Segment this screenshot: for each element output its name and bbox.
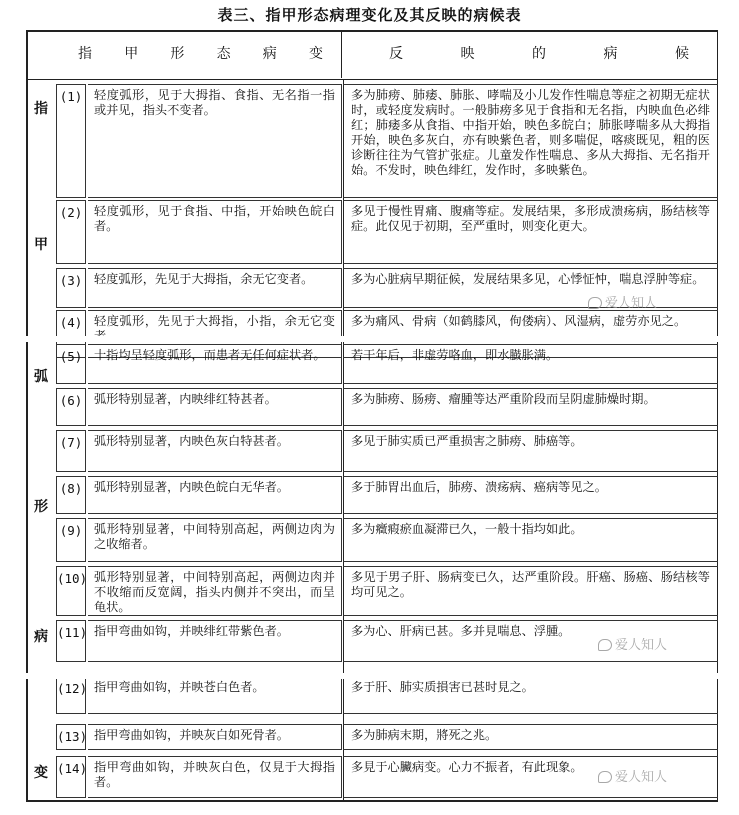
nail-change-description: 十指均呈轻度弧形，而患者无任何症状者。 <box>88 344 342 384</box>
nail-change-description: 弧形特别显著，中间特别高起，两侧边肉为之收缩者。 <box>88 518 342 562</box>
row-number: (6) <box>56 388 86 426</box>
watermark <box>588 292 657 311</box>
nail-change-description: 指甲弯曲如钩，并映绯红带紫色者。 <box>88 620 342 662</box>
header-char: 映 <box>460 46 475 62</box>
row-number: (9) <box>56 518 86 562</box>
scan-gap <box>0 673 739 679</box>
nail-change-description: 轻度弧形，见于食指、中指，开始映色皖白者。 <box>88 200 342 264</box>
watermark-text: 爱人知人 <box>615 638 668 653</box>
nail-change-description: 轻度弧形，先见于大拇指，余无它变者。 <box>88 268 342 308</box>
row-number: (3) <box>56 268 86 308</box>
reflected-symptoms: 多为痛风、骨病（如鹤膝风，佝偻病）、风湿病，虚劳亦见之。 <box>343 310 718 358</box>
watermark <box>598 766 667 785</box>
chat-bubble-icon <box>598 771 612 783</box>
reflected-symptoms: 多为心脏病早期征候，发展结果多见，心悸怔忡，喘息浮肿等症。 <box>343 268 718 308</box>
section-label-zhi: 指 <box>34 101 48 117</box>
row-number: (13) <box>56 724 86 750</box>
watermark-text: 爱人知人 <box>615 770 668 785</box>
row-number: (4) <box>56 310 86 358</box>
header-char: 形 <box>170 46 185 62</box>
header-char: 甲 <box>124 46 139 62</box>
header-char: 指 <box>78 46 92 62</box>
row-number: (1) <box>56 84 86 198</box>
reflected-symptoms: 多于肝、肺实质損害已甚时見之。 <box>343 676 718 714</box>
watermark <box>598 634 667 653</box>
chat-bubble-icon <box>588 297 602 309</box>
nail-change-description: 轻度弧形，先见于大拇指，小指，余无它变 <box>88 310 342 358</box>
header-char: 候 <box>675 46 689 62</box>
nail-change-description: 弧形特别显著，中间特别高起，两侧边肉并不收缩而反宽阔，指头内侧并不突出，而呈龟状。 <box>88 566 342 616</box>
nail-change-description: 指甲弯曲如钩，并映灰白如死骨者。 <box>88 724 342 750</box>
reflected-symptoms: 多为癥瘕瘀血凝滞已久，一般十指均如此。 <box>343 518 718 562</box>
header-char: 态 <box>216 46 231 62</box>
chat-bubble-icon <box>598 639 612 651</box>
row-number: (8) <box>56 476 86 514</box>
reflected-symptoms: 多为肺病末期，將死之兆。 <box>343 724 718 750</box>
reflected-symptoms: 多为心、肝病已甚。多并見喘息、浮腫。 <box>343 620 718 662</box>
nail-change-description: 弧形特别显著，内映绯红特甚者。 <box>88 388 342 426</box>
header-char: 病 <box>603 46 618 62</box>
section-label-hu: 弧 <box>34 369 48 385</box>
header-char: 病 <box>262 46 277 62</box>
nail-change-description: 指甲弯曲如钩，并映灰白色，仅見于大拇指者。 <box>88 756 342 798</box>
section-label-bian: 变 <box>34 765 48 781</box>
nail-change-description: 弧形特别显著，内映色灰白特甚者。 <box>88 430 342 472</box>
row-number: (10) <box>56 566 86 616</box>
row-number: (11) <box>56 620 86 662</box>
reflected-symptoms: 若干年后，非虚劳咯血，即水臌胀满。 <box>343 344 718 384</box>
nail-change-description: 轻度弧形，见于大拇指、食指、无名指一指或并见，指头不变者。 <box>88 84 342 198</box>
header-char: 的 <box>532 46 546 62</box>
row-number: (2) <box>56 200 86 264</box>
table-header <box>26 30 718 80</box>
section-label-jia: 甲 <box>34 237 48 253</box>
reflected-symptoms: 多为肺痨、肺痿、肺胀、哮喘及小儿发作性喘息等症之初期无症状时，或轻度发病时。一般肺痨多见于食指和无名指，内映血色必绯红；肺痿多从食指、中指开始，映色多皖白；肺胀哮喘多从大拇指开始，映色多灰白，亦有映紫色者，则多喘促，喀痰既见，粗的医诊断往往为气管扩张症。儿童发作性喘息、多从大拇指、无名指开始。不发时，映色绯红，发作时，多映紫色。 <box>343 84 718 198</box>
header-left <box>60 30 342 78</box>
row-number: (14) <box>56 756 86 798</box>
reflected-symptoms: 多見于心臟病变。心力不振者，有此现象。 <box>343 756 718 798</box>
nail-change-description: 弧形特别显著，内映色皖白无华者。 <box>88 476 342 514</box>
row-number: (12) <box>56 676 86 714</box>
watermark-text: 爱人知人 <box>605 296 658 311</box>
row-number: (7) <box>56 430 86 472</box>
header-char: 反 <box>389 46 403 62</box>
page-title: 表三、指甲形态病理变化及其反映的病候表 <box>217 6 522 24</box>
header-right <box>343 30 713 78</box>
reflected-symptoms: 多见于男子肝、肠病变已久，达严重阶段。肝癌、肠癌、肠结核等均可见之。 <box>343 566 718 616</box>
reflected-symptoms: 多见于肺实质已严重损害之肺痨、肺癌等。 <box>343 430 718 472</box>
reflected-symptoms: 多为肺痨、肠痨、瘤腫等达严重阶段而呈阴虚肺燥时期。 <box>343 388 718 426</box>
nail-change-description: 指甲弯曲如钩，并映苍白色者。 <box>88 676 342 714</box>
row-number: (5) <box>56 344 86 384</box>
header-char: 变 <box>308 46 323 62</box>
section-label-bing: 病 <box>34 629 48 645</box>
section-label-xing: 形 <box>34 499 48 515</box>
reflected-symptoms: 多于肺胃出血后，肺痨、溃疡病、癌病等见之。 <box>343 476 718 514</box>
scan-gap <box>0 336 739 342</box>
reflected-symptoms: 多见于慢性胃痛、腹痛等症。发展结果，多形成溃疡病，肠结核等症。此仅见于初期，至严重时，则变化更大。 <box>343 200 718 264</box>
